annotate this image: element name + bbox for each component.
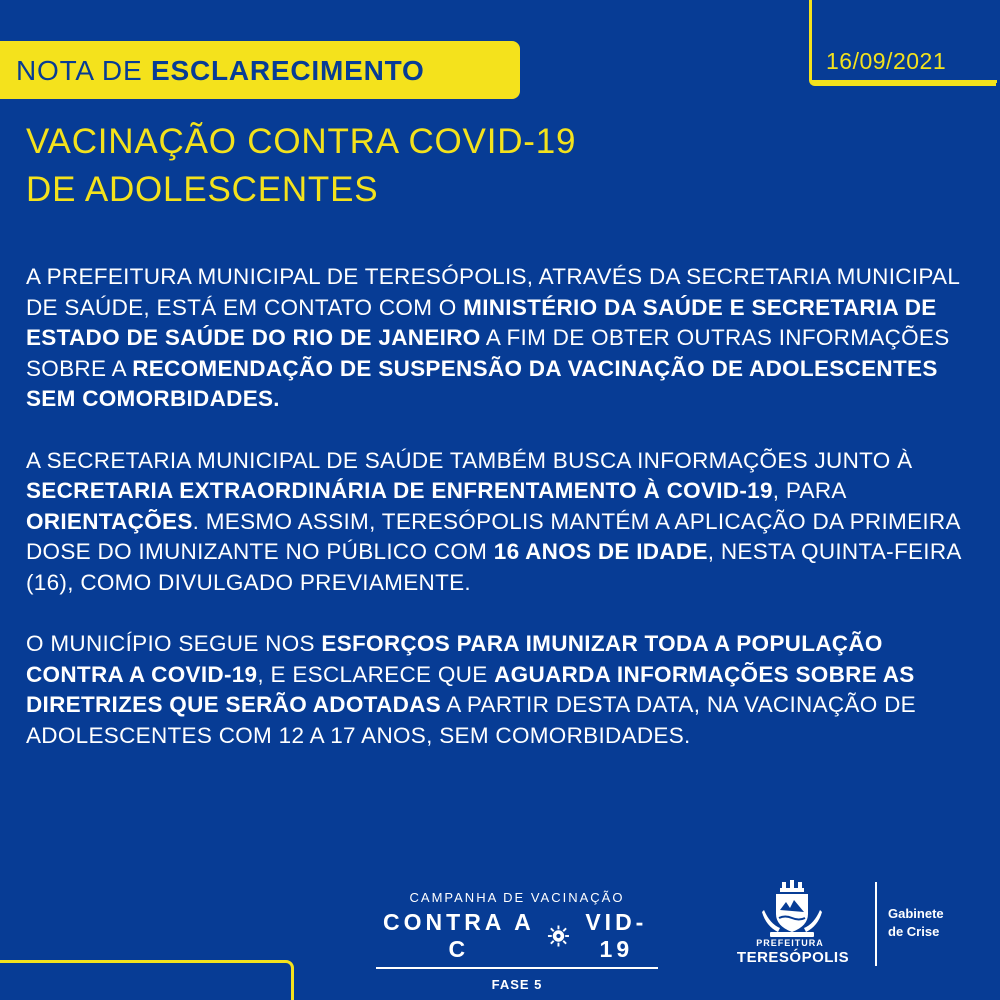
gabinete-line-1: Gabinete bbox=[888, 906, 944, 921]
logo-divider bbox=[875, 882, 877, 966]
bold-text: SECRETARIA EXTRAORDINÁRIA DE ENFRENTAMENTO À COVID-19 bbox=[26, 478, 773, 503]
gabinete-line-2: de Crise bbox=[888, 924, 940, 939]
virus-icon bbox=[547, 924, 570, 948]
campaign-line-1: CAMPANHA DE VACINAÇÃO bbox=[409, 890, 625, 905]
gabinete-label bbox=[888, 905, 944, 941]
campaign-line-2-b: VID-19 bbox=[585, 909, 648, 962]
body-text bbox=[26, 262, 966, 782]
title-line-1: VACINAÇÃO CONTRA COVID-19 bbox=[26, 122, 577, 161]
text-run: A FIM DE OBTER OUTRAS INFORMAÇÕES SOBRE A bbox=[26, 325, 950, 381]
bold-text: MINISTÉRIO DA SAÚDE E SECRETARIA DE ESTADO DE SAÚDE DO RIO DE JANEIRO bbox=[26, 294, 937, 350]
bold-text: RECOMENDAÇÃO DE SUSPENSÃO DA VACINAÇÃO DE ADOLESCENTES SEM COMORBIDADES. bbox=[26, 355, 938, 411]
note-tag-prefix: NOTA DE bbox=[16, 55, 152, 86]
text-run: , PARA bbox=[772, 478, 846, 503]
page-title bbox=[26, 118, 576, 214]
logo-line-1: PREFEITURA bbox=[756, 938, 824, 948]
bottom-frame bbox=[0, 960, 294, 1000]
campaign-line-2-a: CONTRA A C bbox=[383, 909, 535, 962]
text-run: , E ESCLARECE QUE bbox=[257, 661, 495, 687]
campaign-rule bbox=[376, 967, 658, 969]
note-tag-bold: ESCLARECIMENTO bbox=[151, 55, 425, 86]
bold-text: ORIENTAÇÕES bbox=[26, 508, 193, 534]
city-crest-icon bbox=[760, 880, 824, 940]
campaign-phase: FASE 5 bbox=[491, 977, 543, 992]
text-run: , NESTA QUINTA-FEIRA (16), COMO DIVULGADO PREVIAMENTE. bbox=[26, 539, 961, 595]
paragraph-2 bbox=[26, 446, 966, 599]
campaign-logo bbox=[372, 890, 662, 992]
date-label: 16/09/2021 bbox=[826, 48, 947, 74]
bold-text: 16 ANOS DE IDADE bbox=[493, 539, 708, 564]
paragraph-3 bbox=[26, 629, 966, 751]
note-tag-text bbox=[16, 55, 425, 87]
title-line-2: DE ADOLESCENTES bbox=[26, 170, 379, 209]
paragraph-1 bbox=[26, 262, 966, 415]
bold-text: ESFORÇOS PARA IMUNIZAR TODA A POPULAÇÃO CONTRA A COVID-19 bbox=[26, 631, 883, 687]
text-run: A PREFEITURA MUNICIPAL DE TERESÓPOLIS, ATRAVÉS DA SECRETARIA MUNICIPAL DE SAÚDE, ESTÁ EM CONTATO COM O bbox=[26, 264, 960, 320]
bold-text: AGUARDA INFORMAÇÕES SOBRE AS DIRETRIZES QUE SERÃO ADOTADAS bbox=[26, 661, 915, 717]
text-run: . MESMO ASSIM, TERESÓPOLIS MANTÉM A APLICAÇÃO DA PRIMEIRA DOSE DO IMUNIZANTE NO PÚBLICO COM bbox=[26, 508, 960, 564]
logo-line-2: TERESÓPOLIS bbox=[736, 949, 850, 966]
text-run: A PARTIR DESTA DATA, NA VACINAÇÃO DE ADOLESCENTES COM 12 A 17 ANOS, SEM COMORBIDADES. bbox=[26, 692, 916, 748]
note-tag bbox=[0, 41, 520, 99]
campaign-line-2 bbox=[372, 909, 662, 963]
text-run: A SECRETARIA MUNICIPAL DE SAÚDE TAMBÉM BUSCA INFORMAÇÕES JUNTO À bbox=[26, 447, 913, 473]
text-run: O MUNICÍPIO SEGUE NOS bbox=[26, 631, 322, 656]
